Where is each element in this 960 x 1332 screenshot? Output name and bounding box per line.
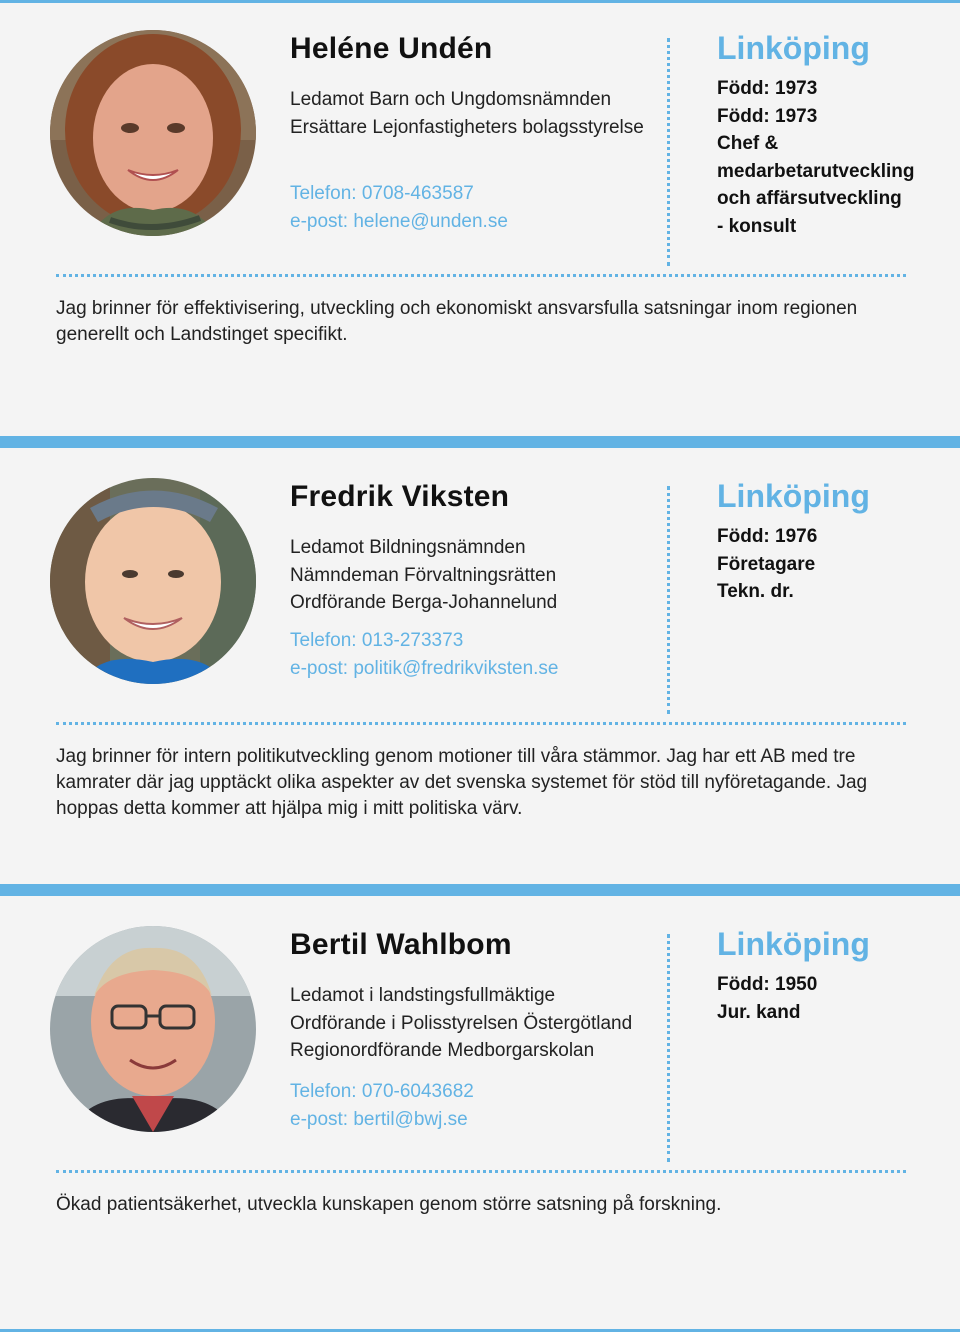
fact-item: medarbetarutveckling [717,160,915,182]
contact-info [290,1078,650,1134]
fact-item: Företagare [717,553,816,575]
email-link[interactable]: e-post: helene@unden.se [290,211,508,232]
role-item: Regionordförande Medborgarskolan [290,1040,595,1061]
city-heading: Linköping [717,30,870,66]
contact-info [290,180,650,236]
phone-number[interactable]: Telefon: 070-6043682 [290,1081,474,1102]
fact-item: Tekn. dr. [717,581,794,602]
fact-item: Född: 1950 [717,974,818,995]
candidate-card-fredrik [0,448,960,868]
candidate-name: Heléne Undén [290,32,493,65]
avatar-photo [50,478,256,684]
email-link[interactable]: e-post: politik@fredrikviksten.se [290,658,559,679]
roles-list [290,86,650,141]
horizontal-dotted-divider [56,1170,906,1173]
vertical-dotted-divider [667,934,670,1162]
section-divider-bar [0,884,960,896]
fact-item: Född: 1976 [717,526,818,547]
candidate-name: Bertil Wahlbom [290,928,512,961]
phone-number[interactable]: Telefon: 013-273373 [290,630,464,651]
candidate-card-bertil [0,896,960,1316]
avatar-photo [50,30,256,236]
roles-list [290,982,650,1065]
fact-item: Chef & [717,133,779,154]
phone-number[interactable]: Telefon: 0708-463587 [290,183,474,204]
role-item: Nämndeman Förvaltningsrätten [290,564,557,586]
facts-list [717,75,947,240]
section-divider-bar [0,436,960,448]
facts-list [717,971,947,1026]
fact-item: och affärsutveckling [717,188,902,209]
candidate-statement: Jag brinner för intern politikutveckling genom motioner till våra stämmor. Jag har ett AB med tre kamrater där jag upptäckt olika aspekter av det svenska systemet för stöd till nyföretagande. Jag hoppas detta kommer att hjälpa mig i mitt politiska värv. [56,746,868,819]
avatar-photo [50,926,256,1132]
role-item: Ledamot Barn och Ungdomsnämnden [290,89,612,110]
horizontal-dotted-divider [56,274,906,277]
role-item: Ersättare Lejonfastigheters bolagsstyrelse [290,116,644,138]
fact-item: Jur. kand [717,1001,801,1023]
role-item: Ordförande Berga-Johannelund [290,592,558,613]
candidate-statement: Ökad patientsäkerhet, utveckla kunskapen genom större satsning på forskning. [56,1194,722,1215]
contact-info [290,627,650,683]
horizontal-dotted-divider [56,722,906,725]
roles-list [290,534,650,617]
city-heading: Linköping [717,478,870,514]
role-item: Ledamot i landstingsfullmäktige [290,985,556,1006]
candidate-name: Fredrik Viksten [290,480,510,513]
vertical-dotted-divider [667,486,670,714]
fact-item: - konsult [717,215,797,237]
role-item: Ordförande i Polisstyrelsen Östergötland [290,1012,633,1034]
vertical-dotted-divider [667,38,670,266]
city-heading: Linköping [717,926,870,962]
candidate-statement: Jag brinner för effektivisering, utveckling och ekonomiskt ansvarsfulla satsningar inom regionen generellt och Landstinget specifikt. [56,298,858,345]
fact-item: Född: 1973 [717,105,818,127]
candidate-card-helene [0,0,960,420]
role-item: Ledamot Bildningsnämnden [290,537,526,558]
facts-list [717,523,947,606]
fact-item: Född: 1973 [717,78,818,99]
email-link[interactable]: e-post: bertil@bwj.se [290,1109,468,1130]
